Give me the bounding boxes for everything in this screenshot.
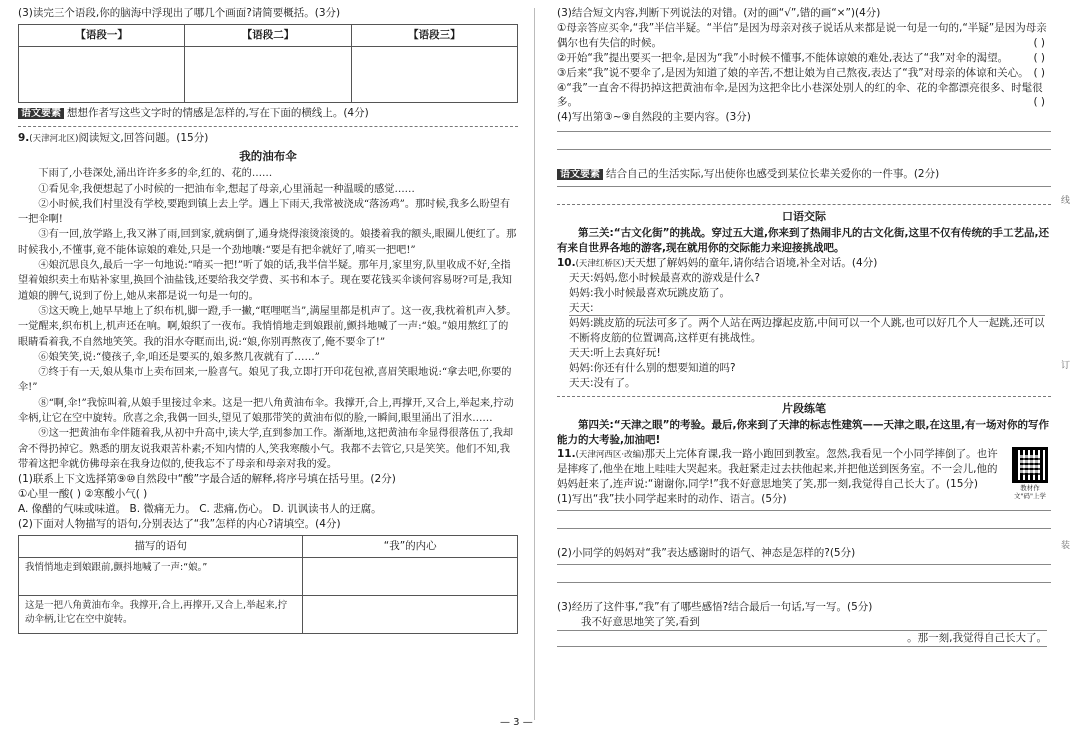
- answer-cell[interactable]: [303, 595, 518, 633]
- dashed-separator: [557, 396, 1051, 397]
- answer-line[interactable]: [557, 149, 1051, 167]
- qr-caption: 教材作文"码"上学: [1014, 484, 1046, 500]
- story-paragraph: ⑤这天晚上,她早早地上了织布机,脚一蹬,手一撇,“哐哩哐当”,满屋里都是机声了。这一夜,我枕着机声入梦。一觉醒来,织布机上,机声还在响。啊,娘织了一夜布。我悄悄地走到娘跟前,颤抖地喊了一声:“娘。”娘用熬红了的眼睛看着我,不自然地笑笑。我的泪水夺眶而出,说:“娘,你别再熬夜了,俺不要伞了!”: [18, 305, 517, 348]
- q3-prompt: (3)读完三个语段,你的脑海中浮现出了哪几个画面?请简要概括。(3分): [18, 7, 341, 19]
- dialogue-answer-line[interactable]: 天天:: [569, 301, 1045, 317]
- story-paragraph: ③有一回,放学路上,我又淋了雨,回到家,就病倒了,通身烧得滚烫滚烫的。娘搂着我的额头,眼圈儿便红了。那时候我小,不懂事,竟不能体谅娘的难处,只是一个劲地嚷:“要是有把伞就好了,唷买一把吧!”: [18, 229, 517, 256]
- q11-3-line1[interactable]: 我不好意思地笑了笑,看到: [557, 615, 1047, 631]
- description-cell: 我悄悄地走到娘跟前,颤抖地喊了一声:“娘。”: [19, 557, 303, 595]
- q9-5-text: 结合自己的生活实际,写出使你也感受到某位长辈关爱你的一件事。(2分): [606, 168, 940, 181]
- judgment-item: [557, 21, 1051, 51]
- dialogue-line: 妈妈:你还有什么别的想要知道的吗?: [569, 362, 736, 375]
- dashed-separator: [18, 126, 518, 127]
- q9-text: 阅读短文,回答问题。(15分): [78, 132, 209, 144]
- answer-line[interactable]: [557, 564, 1051, 582]
- q9-4-prompt: (4)写出第③~⑨自然段的主要内容。(3分): [557, 111, 751, 124]
- story-paragraph: ⑥娘笑笑,说:“傻孩子,伞,咱还是要买的,娘多熬几夜就有了……”: [38, 351, 320, 363]
- story-body: [18, 166, 518, 472]
- answer-line[interactable]: [557, 510, 1051, 528]
- q4-text: 想想作者写这些文字时的情感是怎样的,写在下面的横线上。(4分): [67, 106, 369, 119]
- binding-mark: 线: [1060, 196, 1070, 206]
- story-paragraph: ②小时候,我们村里没有学校,要跑到镇上去上学。遇上下雨天,我常被浇成“落汤鸡”。那时候,我多么盼望有一把伞啊!: [18, 198, 511, 226]
- dialogue-line: 天天:没有了。: [569, 377, 636, 390]
- right-column: [557, 0, 1051, 728]
- q11-3-line2[interactable]: 。那一刻,我觉得自己长大了。: [557, 631, 1047, 647]
- story-paragraph: ①看见伞,我便想起了小时候的一把油布伞,想起了母亲,心里涌起一种温暖的感觉……: [38, 183, 415, 195]
- yuwen-tag: 语文要素: [557, 169, 603, 180]
- q11-number: 11.: [557, 448, 576, 461]
- page-number: — 3 —: [500, 717, 533, 728]
- story-paragraph: 下雨了,小巷深处,涌出许许多多的伞,红的、花的……: [38, 168, 273, 180]
- q9-region: (天津河北区): [29, 134, 79, 144]
- answer-cell[interactable]: [303, 557, 518, 595]
- writing-section-title: 片段练笔: [782, 402, 826, 416]
- answer-paren[interactable]: ( ): [1033, 66, 1045, 79]
- answer-paren[interactable]: ( ): [1033, 96, 1045, 109]
- story-paragraph: ⑨这一把黄油布伞伴随着我,从初中升高中,读大学,直到参加工作。渐渐地,这把黄油布伞显得很落伍了,我却舍不得扔掉它。熟悉的朋友说我艰苦朴素;不知内情的人,笑我寒酸小气。我都不去管它,只是笑笑。他们不知,我带着这把伞就仿佛母亲在我身边似的,使我忘不了母亲和母亲对我的爱。: [18, 428, 514, 470]
- q9-1-blanks[interactable]: ①心里一酸( ) ②寒酸小气( ): [18, 488, 148, 501]
- dialogue: [557, 271, 1051, 391]
- answer-paren[interactable]: ( ): [1033, 36, 1045, 49]
- answer-line[interactable]: [557, 186, 1051, 204]
- answer-line[interactable]: [557, 582, 1051, 600]
- description-cell: 这是一把八角黄油布伞。我撑开,合上,再撑开,又合上,举起来,拧动伞柄,让它在空中旋转。: [19, 595, 303, 633]
- binding-mark: 订: [1060, 361, 1070, 371]
- q11-3-prompt: (3)经历了这件事,“我”有了哪些感悟?结合最后一句话,写一写。(5分): [557, 600, 873, 613]
- writing-intro: 第四关:“天津之眼”的考验。最后,你来到了天津的标志性建筑——天津之眼,在这里,有一场对你的写作能力的大考验,加油吧!: [557, 418, 1049, 446]
- judgment-text: ③后来“我”说不要伞了,是因为知道了娘的辛苦,不想让娘为自己熬夜,表达了“我”对母亲的体谅和关心。: [557, 66, 1029, 79]
- oral-intro: 第三关:“古文化街”的挑战。穿过五大道,你来到了热闹非凡的古文化街,这里不仅有传统的手工艺品,还有来自世界各地的游客,现在就用你的交际能力来迎接挑战吧。: [557, 227, 1049, 254]
- story-paragraph: ⑧“啊,伞!”我惊叫着,从娘手里接过伞来。这是一把八角黄油布伞。我撑开,合上,再撑开,又合上,举起来,拧动伞柄,让它在空中旋转。欣喜之余,我偶一回头,望见了娘那带笑的黄油布似的脸,一瞬间,眼里涌出了泪水……: [18, 397, 514, 424]
- description-table: [18, 535, 518, 634]
- q4-line: [18, 106, 518, 121]
- binding-mark: 装: [1060, 541, 1070, 551]
- story-paragraph: ⑦终于有一天,娘从集市上卖布回来,一脸喜气。娘见了我,立即打开印花包袱,喜眉笑眼地说:“拿去吧,你要的伞!”: [18, 367, 512, 394]
- dialogue-line: 天天:听上去真好玩!: [569, 347, 661, 360]
- q9-1-options: A. 像醋的气味或味道。 B. 微痛无力。 C. 悲痛,伤心。 D. 讥讽读书人的迂腐。: [18, 502, 382, 515]
- dialogue-line: 妈妈:我小时候最喜欢玩跳皮筋了。: [569, 286, 731, 299]
- answer-cell[interactable]: [351, 46, 517, 102]
- dialogue-line: 天天:妈妈,您小时候最喜欢的游戏是什么?: [569, 271, 760, 284]
- segments-table: [18, 24, 518, 103]
- segment-header: 【语段二】: [185, 24, 351, 46]
- answer-line[interactable]: [557, 131, 1051, 149]
- left-column: [18, 0, 518, 728]
- segment-header: 【语段一】: [19, 24, 185, 46]
- oral-section-title: 口语交际: [782, 210, 826, 224]
- q9-5-line: [557, 167, 1051, 182]
- table-header: “我”的内心: [303, 535, 518, 557]
- q9-3-prompt: (3)结合短文内容,判断下列说法的对错。(对的画“√”,错的画“×”)(4分): [557, 7, 881, 19]
- q10-region: (天津红桥区): [575, 258, 625, 269]
- story-paragraph: ④娘沉思良久,最后一字一句地说:“唷买一把!”听了娘的话,我半信半疑。那年月,家里穷,队里收成不好,全指望着娘织卖土布贴补家里,换回个油盐钱,还要给我交学费、买书和本子。现在要花钱买伞谈何容易呀?可是,我知道娘的脾气,说到了份上,她从来都是说一句是一句的。: [18, 260, 512, 302]
- q10-header: [557, 256, 1051, 271]
- qr-code-icon: [1012, 447, 1048, 483]
- q10-text: 天天想了解妈妈的童年,请你结合语境,补全对话。(4分): [624, 256, 878, 269]
- qr-code[interactable]: [1009, 447, 1051, 499]
- q9-number: 9.: [18, 132, 30, 144]
- dashed-separator: [557, 204, 1051, 205]
- q10-number: 10.: [557, 256, 576, 269]
- column-divider: [534, 8, 535, 720]
- story-title: 我的油布伞: [239, 148, 297, 163]
- q11-2-prompt: (2)小同学的妈妈对“我”表达感谢时的语气、神态是怎样的?(5分): [557, 547, 856, 560]
- answer-paren[interactable]: ( ): [1033, 51, 1045, 64]
- judgment-text: ②开始“我”提出要买一把伞,是因为“我”小时候不懂事,不能体谅娘的难处,表达了“我”对伞的渴望。: [557, 51, 1009, 64]
- judgment-item: [557, 66, 1051, 81]
- judgment-text: ①母亲答应买伞,“我”半信半疑。“半信”是因为母亲对孩子说话从来都是说一句是一句的,“半疑”是因为母亲偶尔也有失信的时候。: [557, 21, 1047, 49]
- judgment-item: [557, 81, 1051, 111]
- dialogue-line: 妈妈:跳皮筋的玩法可多了。两个人站在两边撑起皮筋,中间可以一个人跳,也可以好几个人一起跳,还可以不断将皮筋的位置调高,这样更有挑战性。: [569, 317, 1045, 345]
- q11-1-prompt: (1)写出“我”扶小同学起来时的动作、语言。(5分): [557, 493, 787, 506]
- q9-1-prompt: (1)联系上下文选择第⑨⑩自然段中“酸”字最合适的解释,将序号填在括号里。(2分): [18, 473, 396, 486]
- q9-2-prompt: (2)下面对人物描写的语句,分别表达了“我”怎样的内心?请填空。(4分): [18, 517, 341, 530]
- judgment-item: [557, 51, 1051, 66]
- q11-text: 那天上完体育课,我一路小跑回到教室。忽然,我看见一个小同学摔倒了。也许是摔疼了,他坐在地上哇哇大哭起来。我赶紧走过去扶他起来,并把他送到医务室。不一会儿,他的妈妈赶来了,连声说:“谢谢你,同学!”我不好意思地笑了笑,那一刻,我觉得自己长大了。(15分): [557, 448, 998, 491]
- q11-region: (天津河西区·改编): [575, 450, 645, 461]
- q9-header: [18, 131, 518, 146]
- answer-line[interactable]: [557, 528, 1051, 546]
- judgment-text: ④“我”一直舍不得扔掉这把黄油布伞,是因为这把伞比小巷深处别人的红的伞、花的伞都漂亮很多、时髦很多。: [557, 81, 1043, 109]
- yuwen-tag: 语文要素: [18, 108, 64, 119]
- segment-header: 【语段三】: [351, 24, 517, 46]
- answer-cell[interactable]: [185, 46, 351, 102]
- answer-cell[interactable]: [19, 46, 185, 102]
- table-header: 描写的语句: [19, 535, 303, 557]
